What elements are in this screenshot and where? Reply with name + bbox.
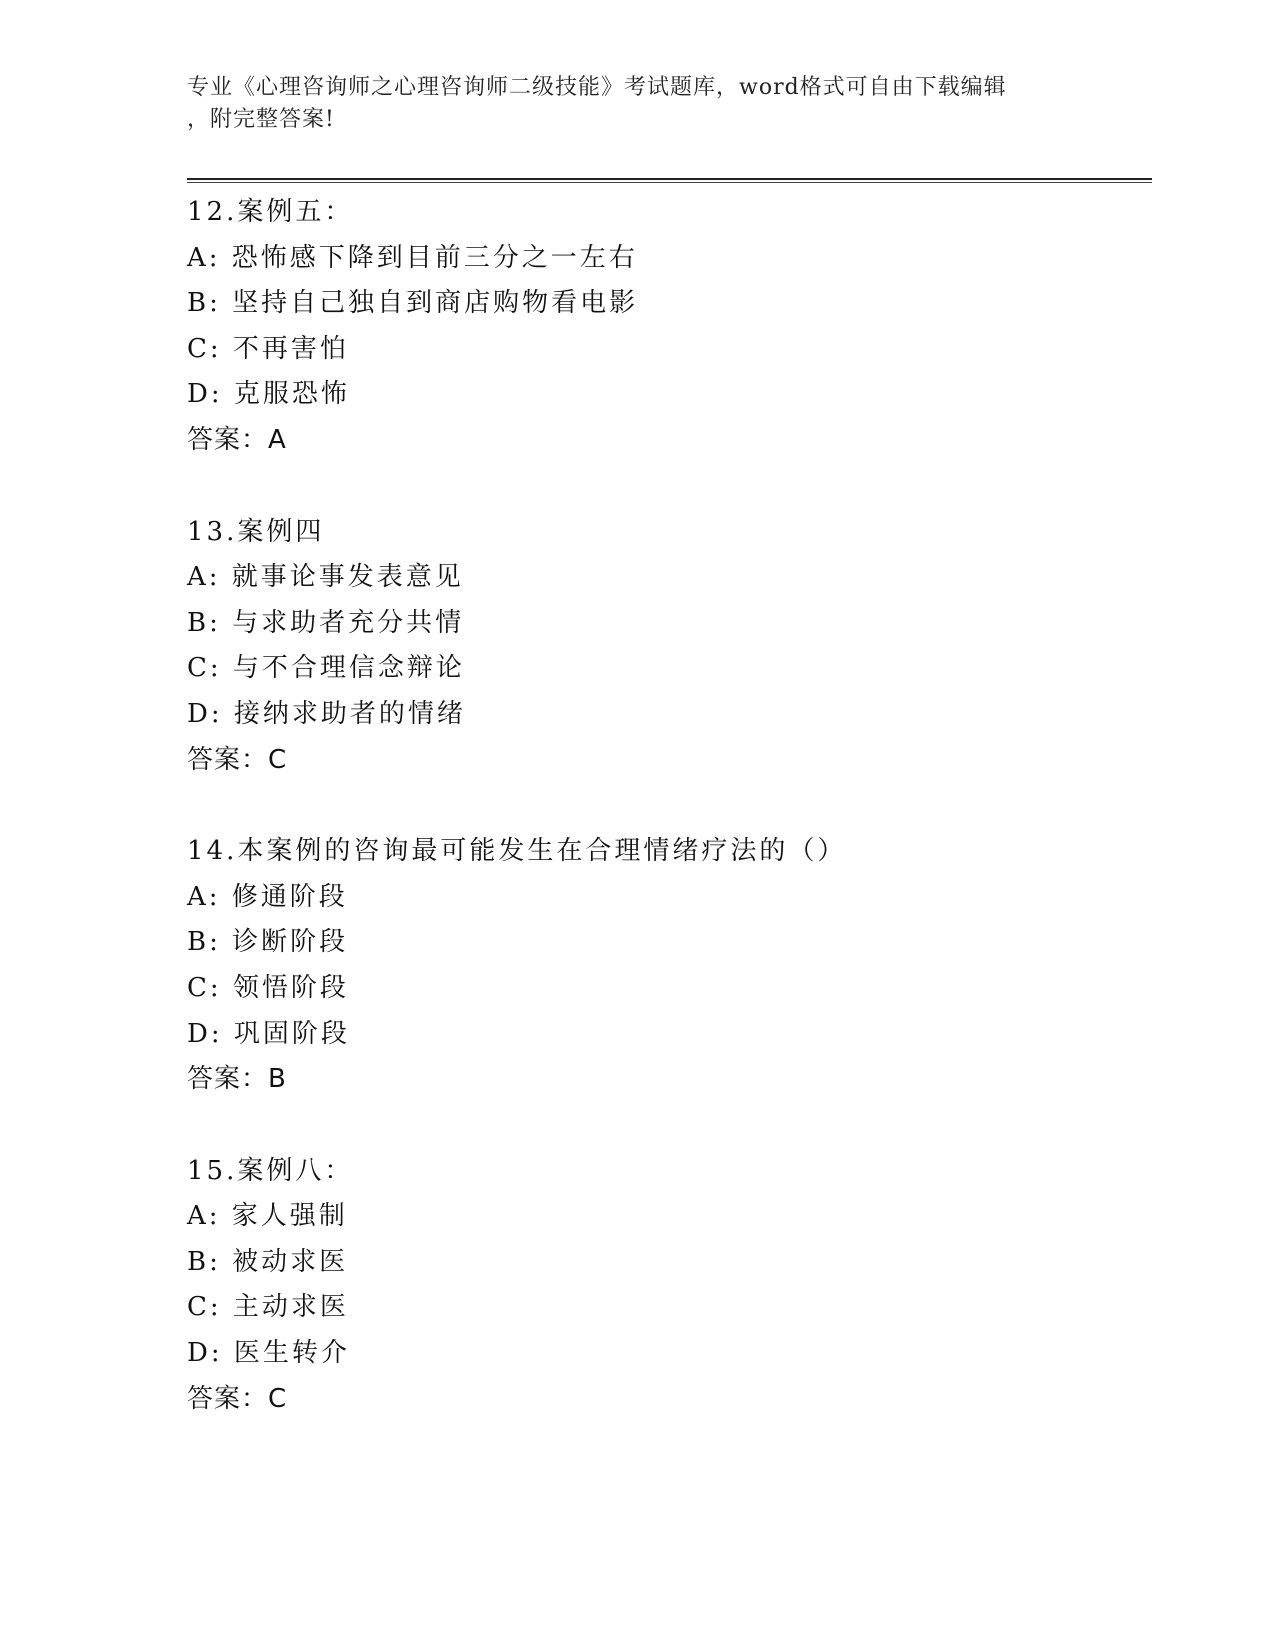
header-line-1: 专业《心理咨询师之心理咨询师二级技能》考试题库，word格式可自由下载编辑	[187, 75, 1007, 100]
question-stem: 15.案例八：	[187, 1155, 354, 1186]
option-a: A: 恐怖感下降到目前三分之一左右	[187, 242, 638, 273]
question-13	[187, 510, 1147, 784]
option-c: C: 不再害怕	[187, 333, 349, 364]
option-b: B: 坚持自己独自到商店购物看电影	[187, 288, 639, 319]
header-line-2: ，附完整答案!	[187, 107, 335, 132]
question-stem: 12.案例五：	[187, 197, 354, 227]
answer: 答案：B	[187, 1064, 287, 1095]
option-c: C: 领悟阶段	[187, 972, 349, 1003]
question-stem: 13.案例四	[187, 516, 325, 547]
header-divider	[187, 178, 1152, 180]
option-d: D: 医生转介	[187, 1338, 350, 1369]
question-stem: 14.本案例的咨询最可能发生在合理情绪疗法的（）	[187, 836, 847, 867]
question-15	[187, 1149, 1147, 1423]
option-c: C: 与不合理信念辩论	[187, 653, 465, 684]
option-a: A: 就事论事发表意见	[187, 562, 464, 593]
answer: 答案：C	[187, 1383, 288, 1414]
option-d: D: 克服恐怖	[187, 379, 350, 410]
option-b: B: 诊断阶段	[187, 927, 349, 958]
question-list	[187, 190, 1147, 1468]
option-a: A: 修通阶段	[187, 881, 348, 912]
header-divider-thin	[187, 182, 1152, 183]
option-d: D: 接纳求助者的情绪	[187, 698, 466, 729]
answer: 答案：A	[187, 424, 287, 455]
answer: 答案：C	[187, 744, 288, 775]
option-b: B: 被动求医	[187, 1246, 349, 1277]
document-header	[187, 72, 1087, 136]
option-b: B: 与求助者充分共情	[187, 607, 465, 638]
question-14	[187, 829, 1147, 1103]
question-12	[187, 190, 1147, 464]
option-a: A: 家人强制	[187, 1201, 348, 1232]
option-c: C: 主动求医	[187, 1292, 349, 1323]
option-d: D: 巩固阶段	[187, 1018, 350, 1049]
